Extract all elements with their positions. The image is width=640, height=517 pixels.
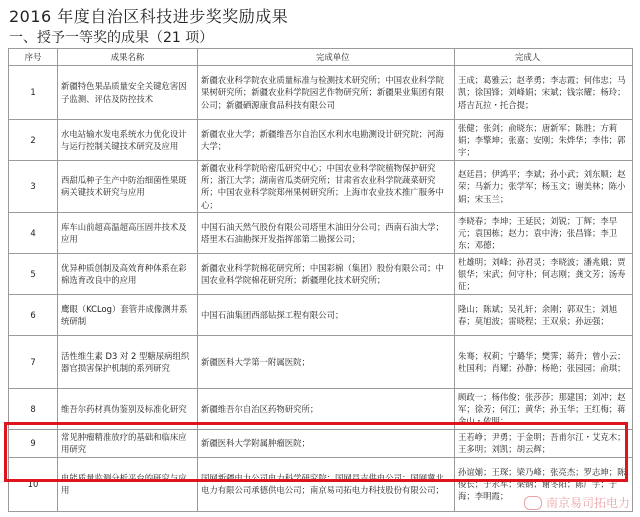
- row-people: 王若峥；尹勇；于金明；吾甫尔江・艾克木；王多明；刘凯；胡云辉；: [455, 429, 633, 457]
- table-row: [9, 212, 633, 253]
- row-people: 隆山；陈斌；吴礼轩；余刚；郭双生；刘旭春；莫旭波；雷晓程；王双泉；孙远强；: [455, 294, 633, 335]
- row-people: 顾政一；杨伟俊；张莎莎；那建国；刘冲；赵军；徐芳；何江；黄华；孙玉华；王红梅；蒋金山・依明；: [455, 388, 633, 429]
- row-unit: 新疆农业科学院哈密瓜研究中心；中国农业科学院植物保护研究所；浙江大学；湖南省瓜类研究所；甘肃省农业科学院蔬菜研究所；中国农业科学院郑州果树研究所；上海市农业技术推广服务中心；: [198, 161, 455, 213]
- highlight-box: [4, 422, 628, 482]
- row-people: 李晓春；李坤；王延民；刘锐；丁辉；李早元；袁国栋；赵力；袁中涛；张昌锋；李卫东；邓德；: [455, 212, 633, 253]
- row-no: 3: [9, 161, 58, 213]
- row-unit: 新疆农业科学院农业质量标准与检测技术研究所；中国农业科学院果树研究所；新疆农业科学院园艺作物研究所；新疆果业集团有限公司；新疆硒源康食品科技有限公司: [198, 66, 455, 120]
- row-no: 8: [9, 388, 58, 429]
- header-people: 完成人: [455, 49, 633, 66]
- row-people: 孙谊媊；王琛；梁乃峰；张亮杰；罗志坤；陈俊长；于永军；梁钢；谢冬阳；陈广宇；于海；李明霞；: [455, 457, 633, 511]
- table-row: [9, 335, 633, 388]
- table-row: [9, 66, 633, 120]
- table-row: [9, 294, 633, 335]
- row-unit: 新疆农业大学；新疆维吾尔自治区水利水电勘测设计研究院；河海大学；: [198, 120, 455, 161]
- row-name: 鹰眼（KCLog）套管井成像测井系统研制: [58, 294, 198, 335]
- table-header-row: [9, 49, 633, 66]
- row-people: 王成；葛雅云；赵孝勇；李志霞；何伟忠；马凯；徐国锋；刘峰娟；宋斌；钱宗耀；杨玲；塔吉瓦拉・托合提；: [455, 66, 633, 120]
- page-title: 2016 年度自治区科技进步奖奖励成果: [9, 7, 289, 26]
- header-name: 成果名称: [58, 49, 198, 66]
- table-row: [9, 161, 633, 213]
- row-no: 6: [9, 294, 58, 335]
- row-unit: 中国石油集团西部钻探工程有限公司；: [198, 294, 455, 335]
- row-name: 新疆特色果品质量安全关键危害因子监测、评估及防控技术: [58, 66, 198, 120]
- row-name: 优异种质创制及高效育种体系在彩棉选育改良中的应用: [58, 253, 198, 294]
- wechat-icon: [524, 496, 542, 510]
- row-name: 电能质量监测分析平台的研究与应用: [58, 457, 198, 511]
- row-people: 赵廷昌；伊鸿平；李斌；孙小武；刘东顺；赵荣；马新力；张学军；杨玉文；谢美林；陈小娟；宋玉兰；: [455, 161, 633, 213]
- row-no: 1: [9, 66, 58, 120]
- table-row: [9, 253, 633, 294]
- header-unit: 完成单位: [198, 49, 455, 66]
- row-no: 4: [9, 212, 58, 253]
- row-people: 杜雄明；刘峰；孙君灵；李晓波；潘兆娥；贾银华；宋武；何守朴；何志刚；龚文芳；汤寿征；: [455, 253, 633, 294]
- row-unit: 中国石油天然气股份有限公司塔里木油田分公司；西南石油大学；塔里木石油勘探开发指挥部第二勘探公司；: [198, 212, 455, 253]
- row-unit: 新疆医科大学附属肿瘤医院；: [198, 429, 455, 457]
- row-name: 西甜瓜种子生产中防治细菌性果斑病关键技术研究与应用: [58, 161, 198, 213]
- watermark-text: 南京易司拓电力: [545, 496, 630, 510]
- header-no: 序号: [9, 49, 58, 66]
- row-people: 张健；张剑；俞晓东；唐新军；陈胜；方莉娟；李擎坤；张嘉；安刚；朱烨华；李伟；郭宇；: [455, 120, 633, 161]
- row-no: 10: [9, 457, 58, 511]
- row-no: 2: [9, 120, 58, 161]
- row-unit: 新疆农业科学院棉花研究所；中国彩棉（集团）股份有限公司；中国农业科学院棉花研究所；新疆理化技术研究所；: [198, 253, 455, 294]
- row-name: 维吾尔药材真伪鉴别及标准化研究: [58, 388, 198, 429]
- watermark: [524, 494, 630, 511]
- row-people: 朱骞；权莉；宁璐华；樊霁；蒋升；曾小云；杜国利；肖耀；孙静；杨艳；张园园；俞琪；: [455, 335, 633, 388]
- row-no: 7: [9, 335, 58, 388]
- row-name: 活性维生素 D3 对 2 型糖尿病组织器官损害保护机制的系列研究: [58, 335, 198, 388]
- table-row: [9, 120, 633, 161]
- row-name: 常见肿瘤精准放疗的基础和临床应用研究: [58, 429, 198, 457]
- row-unit: 新疆维吾尔自治区药物研究所；: [198, 388, 455, 429]
- section-subtitle: 一、授予一等奖的成果（21 项）: [9, 30, 214, 46]
- row-unit: 新疆医科大学第一附属医院；: [198, 335, 455, 388]
- row-name: 水电站输水发电系统水力优化设计与运行控制关键技术研究及应用: [58, 120, 198, 161]
- row-name: 库车山前超高温超高压固井技术及应用: [58, 212, 198, 253]
- row-unit: 国网新疆电力公司电力科学研究院；国网昌吉供电公司；国网冀北电力有限公司承德供电公司；南京易司拓电力科技股份有限公司；: [198, 457, 455, 511]
- row-no: 5: [9, 253, 58, 294]
- row-no: 9: [9, 429, 58, 457]
